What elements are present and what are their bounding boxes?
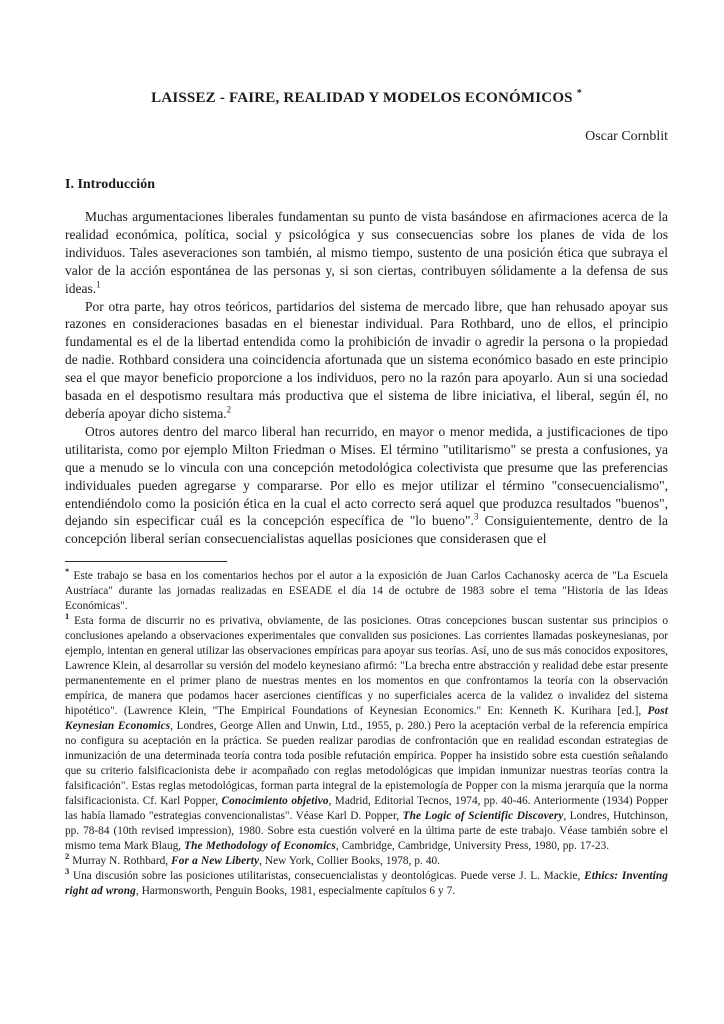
title-footnote-marker: * (576, 88, 582, 99)
paper-title (65, 85, 668, 107)
body-paragraphs (65, 208, 668, 548)
footnotes (65, 566, 668, 899)
author-name: Oscar Cornblit (585, 129, 668, 144)
section-heading: I. Introducción (65, 177, 155, 192)
footnote: $^2$ Murray N. Rothbard, For a New Liberty, New York, Collier Books, 1978, p. 40. (65, 851, 440, 868)
footnote: $^1$ Esta forma de discurrir no es privativa, obviamente, de las posiciones. Otras concepciones buscan sustentar sus principios o conclusiones apelando a observaciones experimentales que convaliden sus posiciones. Las corrientes llamadas poskeynesianas, por ejemplo, intentan en general utilizar las observaciones empíricas para apoyar sus teorías. Así, uno de sus más conocidos expositores, Lawrence Klein, al desarrollar su versión del modelo keynesiano afirmó: "La brecha entre abstracción y realidad debe estar presente permanentemente en el primer plano de nuestras mentes en los momentos en que confrontamos la teoría con la observación empírica, de manera que podamos hacer aserciones científicas y no superficiales acerca de la validez o invalidez del sistema hipotético". (Lawrence Klein, "The Empirical Foundations of Keynesian Economics." En: Kenneth K. Kurihara [ed.], Post Keynesian Economics, Londres, George Allen and Unwin, Ltd., 1955, p. 280.) Pero la aceptación verbal de la referencia empírica no configura su aceptación en la práctica. Se pueden realizar parodias de confrontación que en realidad escondan estrategias de inmunización de una determinada teoría contra toda posible refutación empírica. Popper ha insistido sobre esta cuestión señalando que su criterio falsificacionista debe ir acompañado con reglas metodológicas que impidan inmunizar nuestras teorías contra la falsificación". Estas reglas metodológicas, forman parta integral de la epistemología de Popper con la misma jerarquía que la norma falsificacionista. Cf. Karl Popper, Conocimiento objetivo, Madrid, Editorial Tecnos, 1974, pp. 40-46. Anteriormente (1934) Popper las había llamado "estrategias convencionalistas". Véase Karl D. Popper, The Logic of Scientific Discovery, Londres, Hutchinson, pp. 78-84 (10th revised impression), 1980. Sobre esta cuestión volveré en la última parte de este trabajo. Véase también sobre el mismo tema Mark Blaug, The Methodology of Economics, Cambridge, Cambridge, University Press, 1980, pp. 17-23. (65, 611, 668, 853)
footnote-marker: * (65, 566, 70, 577)
footnote-marker: 1 (65, 611, 70, 622)
footnote: $^3$ Una discusión sobre las posiciones utilitaristas, consecuencialistas y deontológicas. Puede verse J. L. Mackie, Ethics: Inventing right ad wrong, Harmonsworth, Penguin Books, 1981, especialmente capítulos 6 y 7. (65, 866, 668, 898)
footnote: * Este trabajo se basa en los comentarios hechos por el autor a la exposición de Juan Carlos Cachanosky acerca de "La Escuela Austríaca" durante las jornadas realizadas en ESEADE el día 14 de octubre de 1983 sobre el tema "Historia de las Ideas Económicas". (65, 566, 668, 613)
paper-title-text: LAISSEZ - FAIRE, REALIDAD Y MODELOS ECONÓMICOS (151, 90, 573, 106)
paragraph: Por otra parte, hay otros teóricos, partidarios del sistema de mercado libre, que han rehusado apoyar sus razones en consideraciones basadas en el bienestar individual. Para Rothbard, uno de ellos, el principio fundamental es el de la libertad entendida como la prohibición de invadir o agredir la persona o la propiedad de nadie. Rothbard considera una coincidencia afortunada que un sistema económico basado en este principio sea el que mayor beneficio proporcione a los individuos, pero no la razón para apoyarlo. Aun si una sociedad basada en el despotismo resultara más productiva que el sistema de libre iniciativa, el liberal, según él, no debería apoyar dicho sistema.$^2$ (65, 298, 668, 421)
paragraph: Otros autores dentro del marco liberal han recurrido, en mayor o menor medida, a justificaciones de tipo utilitarista, como por ejemplo Milton Friedman o Mises. El término "utilitarismo" se presta a confusiones, ya que a menudo se lo vincula con una concepción metodológica colectivista que presume que las preferencias individuales pueden agregarse y compararse. Por ello es mejor utilizar el término "consecuencialismo", entendiéndolo como la posición ética en la cual el acto correcto será aquel que produzca resultados "buenos", dejando sin especificar cuál es la concepción específica de "lo bueno".$^3$ Consiguientemente, dentro de la concepción liberal serían consecuencialistas aquellas posiciones que considerasen que el (65, 423, 668, 547)
footnote-marker: 2 (65, 851, 70, 862)
paragraph: Muchas argumentaciones liberales fundamentan su punto de vista basándose en afirmaciones acerca de la realidad económica, política, social y psicológica y sus consecuencias sobre los planes de vida de los individuos. Tales aseveraciones son también, al mismo tiempo, sustento de una posición ética que subraya el valor de la acción espontánea de las personas y, si son ciertas, contribuyen sólidamente a la defensa de sus ideas.$^1$ (65, 209, 668, 296)
footnote-separator (65, 561, 227, 562)
footnote-marker: 3 (65, 866, 70, 877)
